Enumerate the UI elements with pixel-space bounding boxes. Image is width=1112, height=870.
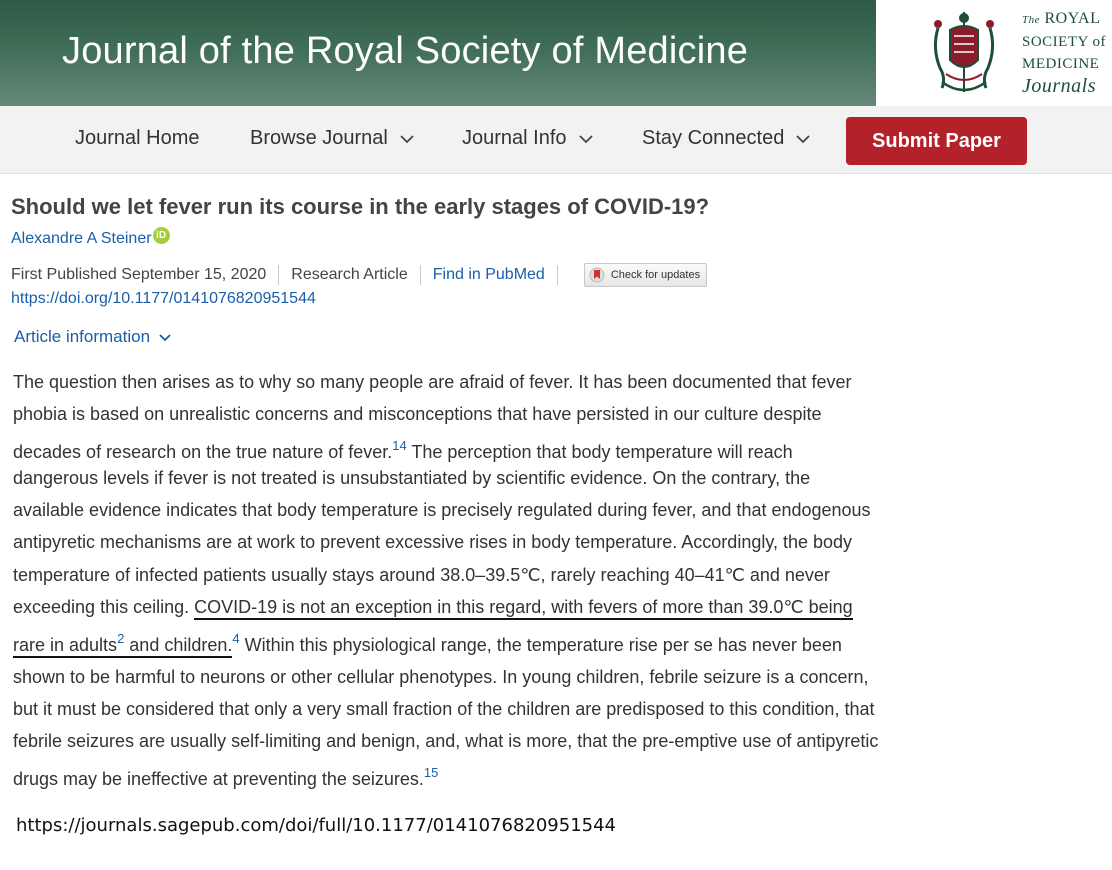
body-text: dangerous levels if fever is not treated is unsubstantiated by scientific evidence. On the contrary, the [13, 468, 811, 489]
reference-link-2[interactable]: 2 [117, 630, 125, 646]
reference-link-14[interactable]: 14 [392, 438, 407, 454]
underlined-claim: COVID-19 is not an exception in this regard, with fevers of more than 39.0℃ being [194, 597, 853, 620]
nav-browse-journal[interactable] [250, 127, 414, 150]
chevron-down-icon [400, 134, 414, 144]
submit-paper-button[interactable]: Submit Paper [846, 117, 1027, 165]
author-link[interactable]: Alexandre A Steiner [11, 230, 152, 247]
article-type: Research Article [291, 266, 408, 283]
rsm-logo[interactable] [876, 0, 1112, 106]
nav-journal-info-label: Journal Info [462, 127, 567, 149]
meta-divider [278, 265, 279, 285]
chevron-down-icon [158, 332, 172, 342]
nav-stay-connected-label: Stay Connected [642, 127, 785, 149]
journal-banner [0, 0, 876, 106]
nav-journal-home[interactable] [75, 127, 200, 150]
body-text: exceeding this ceiling. [13, 596, 195, 617]
nav-browse-journal-label: Browse Journal [250, 127, 388, 149]
article-title: Should we let fever run its course in the early stages of COVID-19? [11, 194, 710, 219]
body-text: shown to be harmful to neurons or other cellular phenotypes. In young children, febrile seizure is a concern, [13, 666, 869, 687]
body-line [13, 725, 988, 757]
chevron-down-icon [579, 134, 593, 144]
logo-the: The [1022, 14, 1040, 26]
body-line [13, 494, 988, 526]
article-information-label: Article information [14, 327, 151, 346]
doi-link[interactable]: https://doi.org/10.1177/0141076820951544 [11, 290, 316, 307]
logo-journals: Journals [1022, 75, 1096, 97]
body-text: The perception that body temperature will reach [406, 442, 793, 463]
logo-medicine: MEDICINE [1022, 56, 1100, 72]
source-url-caption: https://journals.sagepub.com/doi/full/10.1177/0141076820951544 [16, 815, 617, 836]
body-text: and children. [124, 634, 233, 655]
author-row [11, 230, 170, 248]
published-date: First Published September 15, 2020 [11, 266, 267, 283]
body-text: but it must be considered that only a very small fraction of the children are predisposed to this condition, that [13, 698, 875, 719]
body-line [13, 661, 988, 693]
body-line [13, 591, 988, 623]
body-line [13, 763, 988, 795]
article-meta [11, 263, 707, 287]
check-for-updates-button[interactable] [584, 263, 707, 287]
article-body [13, 366, 988, 790]
logo-royal: ROYAL [1044, 10, 1101, 27]
body-line [13, 526, 988, 558]
body-line [13, 629, 988, 661]
crossmark-icon [589, 267, 605, 283]
body-line [13, 398, 988, 430]
nav-journal-home-label: Journal Home [75, 127, 200, 149]
body-line [13, 462, 988, 494]
body-text: decades of research on the true nature of fever. [13, 442, 393, 463]
journal-title[interactable]: Journal of the Royal Society of Medicine [62, 30, 749, 72]
main-nav [0, 106, 1112, 174]
body-line [13, 366, 988, 398]
find-in-pubmed-link[interactable]: Find in PubMed [432, 266, 545, 283]
body-line [13, 559, 988, 591]
article-information-toggle[interactable] [14, 327, 172, 347]
body-text: Within this physiological range, the temperature rise per se has never been [239, 634, 842, 655]
body-text: The question then arises as to why so many people are afraid of fever. It has been documented that fever [13, 372, 852, 392]
reference-link-15[interactable]: 15 [423, 765, 439, 781]
chevron-down-icon [796, 134, 810, 144]
body-text: phobia is based on unrealistic concerns and misconceptions that have persisted in our culture despite [13, 404, 822, 425]
body-text: rare in adults [13, 634, 118, 655]
underlined-claim [13, 630, 233, 658]
logo-wordmark [1022, 8, 1112, 97]
check-for-updates-label: Check for updates [610, 269, 701, 281]
body-text: available evidence indicates that body temperature is precisely regulated during fever, and that endogenous [13, 500, 871, 521]
meta-divider [420, 265, 421, 285]
body-text: drugs may be ineffective at preventing the seizures. [13, 769, 424, 790]
body-text: temperature of infected patients usually stays around 38.0–39.5℃, rarely reaching 40–41℃ and never [13, 564, 830, 585]
orcid-icon[interactable]: iD [153, 227, 170, 244]
rsm-crest-icon [928, 8, 1000, 96]
meta-divider [557, 265, 558, 285]
nav-journal-info[interactable] [462, 127, 593, 150]
body-text: antipyretic mechanisms are at work to prevent excessive rises in body temperature. Accordingly, the body [13, 532, 853, 553]
body-line [13, 693, 988, 725]
reference-link-4[interactable]: 4 [232, 630, 240, 646]
logo-society: SOCIETY of [1022, 34, 1107, 50]
nav-stay-connected[interactable] [642, 127, 810, 150]
body-text: febrile seizures are usually self-limiting and benign, and, what is more, that the pre-emptive use of antipyretic [13, 731, 879, 752]
